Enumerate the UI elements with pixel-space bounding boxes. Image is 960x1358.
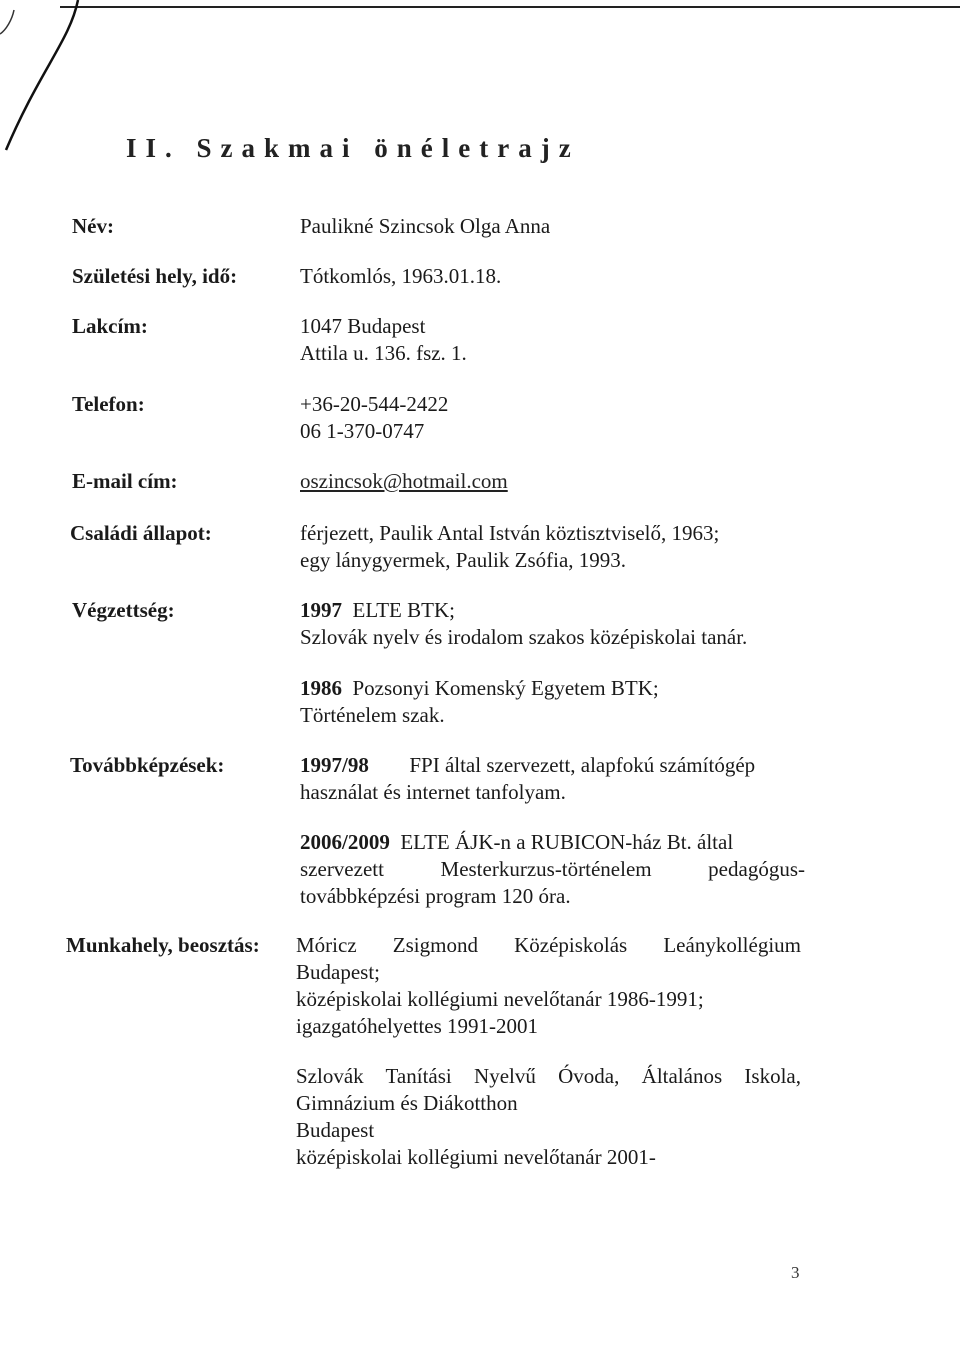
- scan-artifact-curve: [0, 0, 110, 160]
- training-entry-2-line-2: szervezett Mesterkurzus-történelem pedagógus-: [300, 857, 805, 881]
- birth-value: Tótkomlós, 1963.01.18.: [300, 264, 502, 288]
- training-entry-2-line-3: továbbképzési program 120 óra.: [300, 884, 571, 908]
- training-year-2: 2006/2009: [300, 830, 390, 854]
- page-title: II. Szakmai önéletrajz: [126, 133, 580, 163]
- education-entry-2-line-1: [300, 676, 659, 701]
- work-place-2-line-4: középiskolai kollégiumi nevelőtanár 2001-: [296, 1145, 656, 1169]
- scan-top-edge: [60, 6, 960, 8]
- birth-label: Születési hely, idő:: [72, 264, 238, 288]
- education-label: Végzettség:: [72, 598, 175, 622]
- name-label: Név:: [72, 214, 114, 238]
- training-entry-1-line-2: használat és internet tanfolyam.: [300, 780, 566, 804]
- training-desc-1: FPI által szervezett, alapfokú számítógép: [409, 753, 756, 777]
- training-year-1: 1997/98: [300, 753, 369, 777]
- education-year-1: 1997: [300, 598, 342, 622]
- address-label: Lakcím:: [72, 314, 148, 338]
- work-place-1-line-2: Budapest;: [296, 960, 380, 984]
- work-place-1-line-1: Móricz Zsigmond Középiskolás Leánykollégium: [296, 933, 801, 957]
- education-year-2: 1986: [300, 676, 342, 700]
- work-place-2-line-3: Budapest: [296, 1118, 375, 1142]
- work-place-1-line-3: középiskolai kollégiumi nevelőtanár 1986-1991;: [296, 987, 704, 1011]
- address-line-1: 1047 Budapest: [300, 314, 426, 338]
- family-line-2: egy lánygyermek, Paulik Zsófia, 1993.: [300, 548, 627, 572]
- training-entry-1-line-1: [300, 753, 755, 778]
- address-line-2: Attila u. 136. fsz. 1.: [300, 341, 467, 365]
- work-label: Munkahely, beosztás:: [66, 933, 260, 957]
- phone-line-1: +36-20-544-2422: [300, 392, 449, 416]
- education-entry-2-line-2: Történelem szak.: [300, 703, 445, 727]
- email-link[interactable]: oszincsok@hotmail.com: [300, 469, 508, 493]
- phone-label: Telefon:: [72, 392, 145, 416]
- page-number: 3: [791, 1263, 800, 1282]
- training-desc-2: ELTE ÁJK-n a RUBICON-ház Bt. által: [400, 830, 734, 854]
- education-entry-1-line-2: Szlovák nyelv és irodalom szakos középiskolai tanár.: [300, 625, 748, 649]
- family-label: Családi állapot:: [70, 521, 212, 545]
- email-label: E-mail cím:: [72, 469, 178, 493]
- name-value: Paulikné Szincsok Olga Anna: [300, 214, 551, 238]
- family-line-1: férjezett, Paulik Antal István köztisztviselő, 1963;: [300, 521, 720, 545]
- training-entry-2-line-1: [300, 830, 733, 855]
- education-institution-1: ELTE BTK;: [352, 598, 455, 622]
- training-label: Továbbképzések:: [70, 753, 225, 777]
- work-place-1-line-4: igazgatóhelyettes 1991-2001: [296, 1014, 539, 1038]
- education-entry-1-line-1: [300, 598, 455, 623]
- work-place-2-line-1: Szlovák Tanítási Nyelvű Óvoda, Általános Iskola,: [296, 1064, 801, 1088]
- education-institution-2: Pozsonyi Komenský Egyetem BTK;: [352, 676, 659, 700]
- work-place-2-line-2: Gimnázium és Diákotthon: [296, 1091, 518, 1115]
- phone-line-2: 06 1-370-0747: [300, 419, 425, 443]
